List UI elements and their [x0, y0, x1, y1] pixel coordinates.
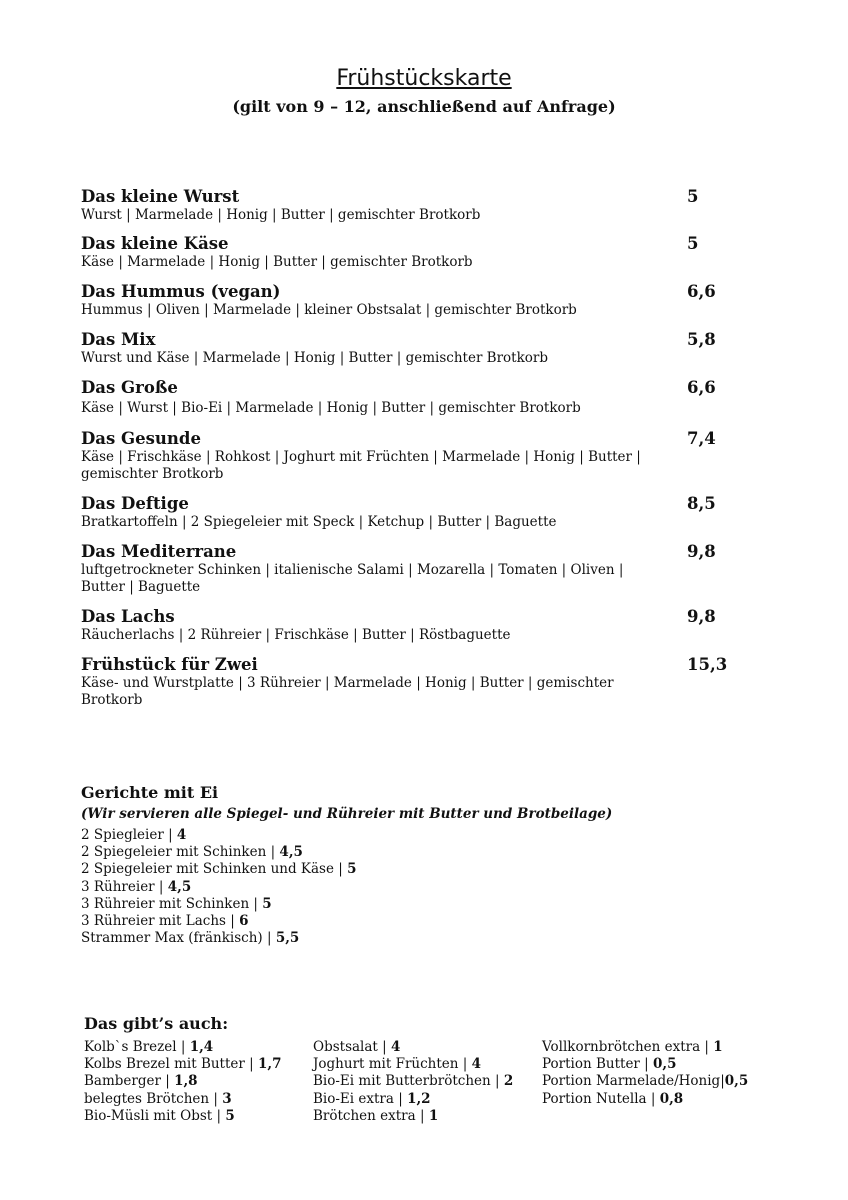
extra-price: 1,4	[189, 1039, 214, 1055]
egg-dishes-list	[81, 827, 781, 947]
menu-item-name: Das Hummus (vegan)	[81, 282, 281, 301]
list-item	[84, 1073, 281, 1090]
extra-price: 1	[713, 1039, 723, 1055]
list-item	[313, 1108, 513, 1125]
extra-label: Bio-Müsli mit Obst |	[84, 1107, 226, 1124]
egg-dish-label: Strammer Max (fränkisch) |	[81, 930, 276, 947]
menu-item-price: 5,8	[687, 330, 716, 349]
egg-dish-label: 3 Rühreier mit Schinken |	[81, 895, 263, 912]
egg-dish-price: 6	[239, 913, 249, 930]
egg-dish-label: 3 Rühreier mit Lachs |	[81, 913, 240, 930]
extra-price: 1,8	[174, 1073, 198, 1090]
menu-item-desc: Wurst | Marmelade | Honig | Butter | gemischter Brotkorb	[81, 207, 481, 223]
extra-label: Bio-Ei mit Butterbrötchen |	[313, 1073, 504, 1090]
menu-item	[81, 541, 741, 606]
egg-dishes-note: (Wir servieren alle Spiegel- und Rühreier mit Butter und Brotbeilage)	[81, 806, 613, 822]
menu-item-name: Frühstück für Zwei	[81, 655, 258, 674]
menu-item-name: Das Große	[81, 378, 178, 397]
egg-dishes-section	[81, 782, 781, 947]
breakfast-menu	[81, 186, 741, 714]
menu-item-price: 6,6	[687, 378, 716, 397]
list-item	[542, 1056, 748, 1073]
egg-dish-price: 5	[347, 861, 357, 878]
page-title: Frühstückskarte	[336, 66, 512, 91]
extra-label: Joghurt mit Früchten |	[313, 1056, 472, 1073]
menu-item	[81, 233, 741, 281]
extras-section	[84, 1013, 784, 1124]
menu-item-desc: Hummus | Oliven | Marmelade | kleiner Obstsalat | gemischter Brotkorb	[81, 302, 577, 318]
menu-item-price: 15,3	[687, 655, 728, 674]
list-item	[313, 1056, 513, 1073]
list-item	[81, 913, 781, 930]
extras-column-3	[542, 1039, 748, 1108]
extra-price: 1	[428, 1107, 439, 1124]
list-item	[313, 1073, 513, 1090]
menu-item	[81, 493, 741, 541]
menu-item-name: Das kleine Käse	[81, 234, 229, 253]
page-subtitle: (gilt von 9 – 12, anschließend auf Anfrage)	[232, 97, 616, 116]
extra-label: Kolb`s Brezel |	[84, 1039, 190, 1055]
list-item	[81, 861, 781, 878]
egg-dish-price: 4,5	[279, 844, 303, 861]
menu-item-desc: Wurst und Käse | Marmelade | Honig | Butter | gemischter Brotkorb	[81, 350, 549, 366]
menu-item-price: 7,4	[687, 429, 716, 448]
menu-item-desc: Räucherlachs | 2 Rühreier | Frischkäse | Butter | Röstbaguette	[81, 627, 511, 643]
menu-item-desc: Käse | Frischkäse | Rohkost | Joghurt mit Früchten | Marmelade | Honig | Butter | gemischter Brotkorb	[81, 449, 641, 482]
menu-item-price: 5	[687, 187, 699, 206]
menu-item-desc: Käse | Marmelade | Honig | Butter | gemischter Brotkorb	[81, 254, 473, 270]
egg-dish-label: 2 Spiegeleier mit Schinken |	[81, 844, 280, 861]
extra-label: Vollkornbrötchen extra |	[542, 1039, 714, 1055]
menu-item-name: Das Mediterrane	[81, 542, 237, 561]
list-item	[313, 1091, 513, 1108]
extra-price: 5	[225, 1107, 235, 1124]
menu-item-name: Das Deftige	[81, 494, 189, 513]
menu-item-price: 6,6	[687, 282, 716, 301]
menu-item-price: 9,8	[687, 542, 716, 561]
extra-label: Obstsalat |	[313, 1039, 391, 1055]
extra-price: 3	[222, 1090, 232, 1107]
list-item	[542, 1091, 748, 1108]
menu-item-desc: Bratkartoffeln | 2 Spiegeleier mit Speck | Ketchup | Butter | Baguette	[81, 514, 557, 530]
egg-dish-label: 3 Rühreier |	[81, 878, 168, 895]
extra-price: 0,8	[659, 1090, 684, 1107]
list-item	[313, 1039, 513, 1056]
list-item	[84, 1091, 281, 1108]
egg-dish-price: 5,5	[275, 930, 300, 947]
extra-price: 1,7	[257, 1056, 282, 1073]
menu-item-name: Das Gesunde	[81, 429, 201, 448]
extra-label: Portion Marmelade/Honig|	[542, 1073, 725, 1090]
menu-item-name: Das kleine Wurst	[81, 187, 240, 206]
list-item	[81, 879, 781, 896]
list-item	[84, 1039, 281, 1056]
list-item	[81, 827, 781, 844]
menu-item	[81, 606, 741, 654]
extra-label: Portion Nutella |	[542, 1090, 660, 1107]
menu-item-price: 9,8	[687, 607, 716, 626]
extra-price: 4	[471, 1056, 481, 1073]
menu-item-desc: luftgetrockneter Schinken | italienische Salami | Mozarella | Tomaten | Oliven | Butter | Baguette	[81, 562, 624, 595]
list-item	[84, 1056, 281, 1073]
extra-price: 0,5	[653, 1056, 677, 1073]
egg-dishes-title: Gerichte mit Ei	[81, 783, 219, 802]
menu-item	[81, 428, 741, 493]
list-item	[84, 1108, 281, 1125]
menu-item	[81, 281, 741, 329]
extra-label: Bio-Ei extra |	[313, 1090, 408, 1107]
menu-item	[81, 329, 741, 377]
egg-dish-price: 4,5	[167, 878, 192, 895]
extra-label: Bamberger |	[84, 1073, 175, 1090]
egg-dish-price: 4	[176, 827, 187, 843]
list-item	[542, 1073, 748, 1090]
extra-label: Kolbs Brezel mit Butter |	[84, 1056, 258, 1073]
egg-dish-label: 2 Spiegleier |	[81, 827, 177, 843]
extra-label: belegtes Brötchen |	[84, 1090, 223, 1107]
list-item	[542, 1039, 748, 1056]
menu-item	[81, 377, 741, 428]
extra-price: 0,5	[724, 1073, 749, 1090]
list-item	[81, 844, 781, 861]
extras-column-1	[84, 1039, 281, 1125]
extra-price: 4	[390, 1039, 401, 1055]
egg-dish-price: 5	[262, 895, 272, 912]
extra-label: Portion Butter |	[542, 1056, 654, 1073]
menu-item	[81, 654, 741, 714]
menu-item-desc: Käse | Wurst | Bio-Ei | Marmelade | Honig | Butter | gemischter Brotkorb	[81, 400, 581, 416]
menu-item-name: Das Lachs	[81, 607, 175, 626]
menu-item-price: 8,5	[687, 494, 716, 513]
extras-title: Das gibt’s auch:	[84, 1014, 229, 1033]
extras-column-2	[313, 1039, 513, 1125]
extra-price: 2	[503, 1073, 514, 1090]
extra-price: 1,2	[407, 1090, 431, 1107]
menu-item-name: Das Mix	[81, 330, 156, 349]
menu-item-price: 5	[687, 234, 699, 253]
list-item	[81, 896, 781, 913]
egg-dish-label: 2 Spiegeleier mit Schinken und Käse |	[81, 861, 348, 878]
list-item	[81, 930, 781, 947]
menu-item	[81, 186, 741, 233]
extra-label: Brötchen extra |	[313, 1107, 429, 1124]
menu-item-desc: Käse- und Wurstplatte | 3 Rühreier | Marmelade | Honig | Butter | gemischter Brotkorb	[81, 675, 614, 708]
